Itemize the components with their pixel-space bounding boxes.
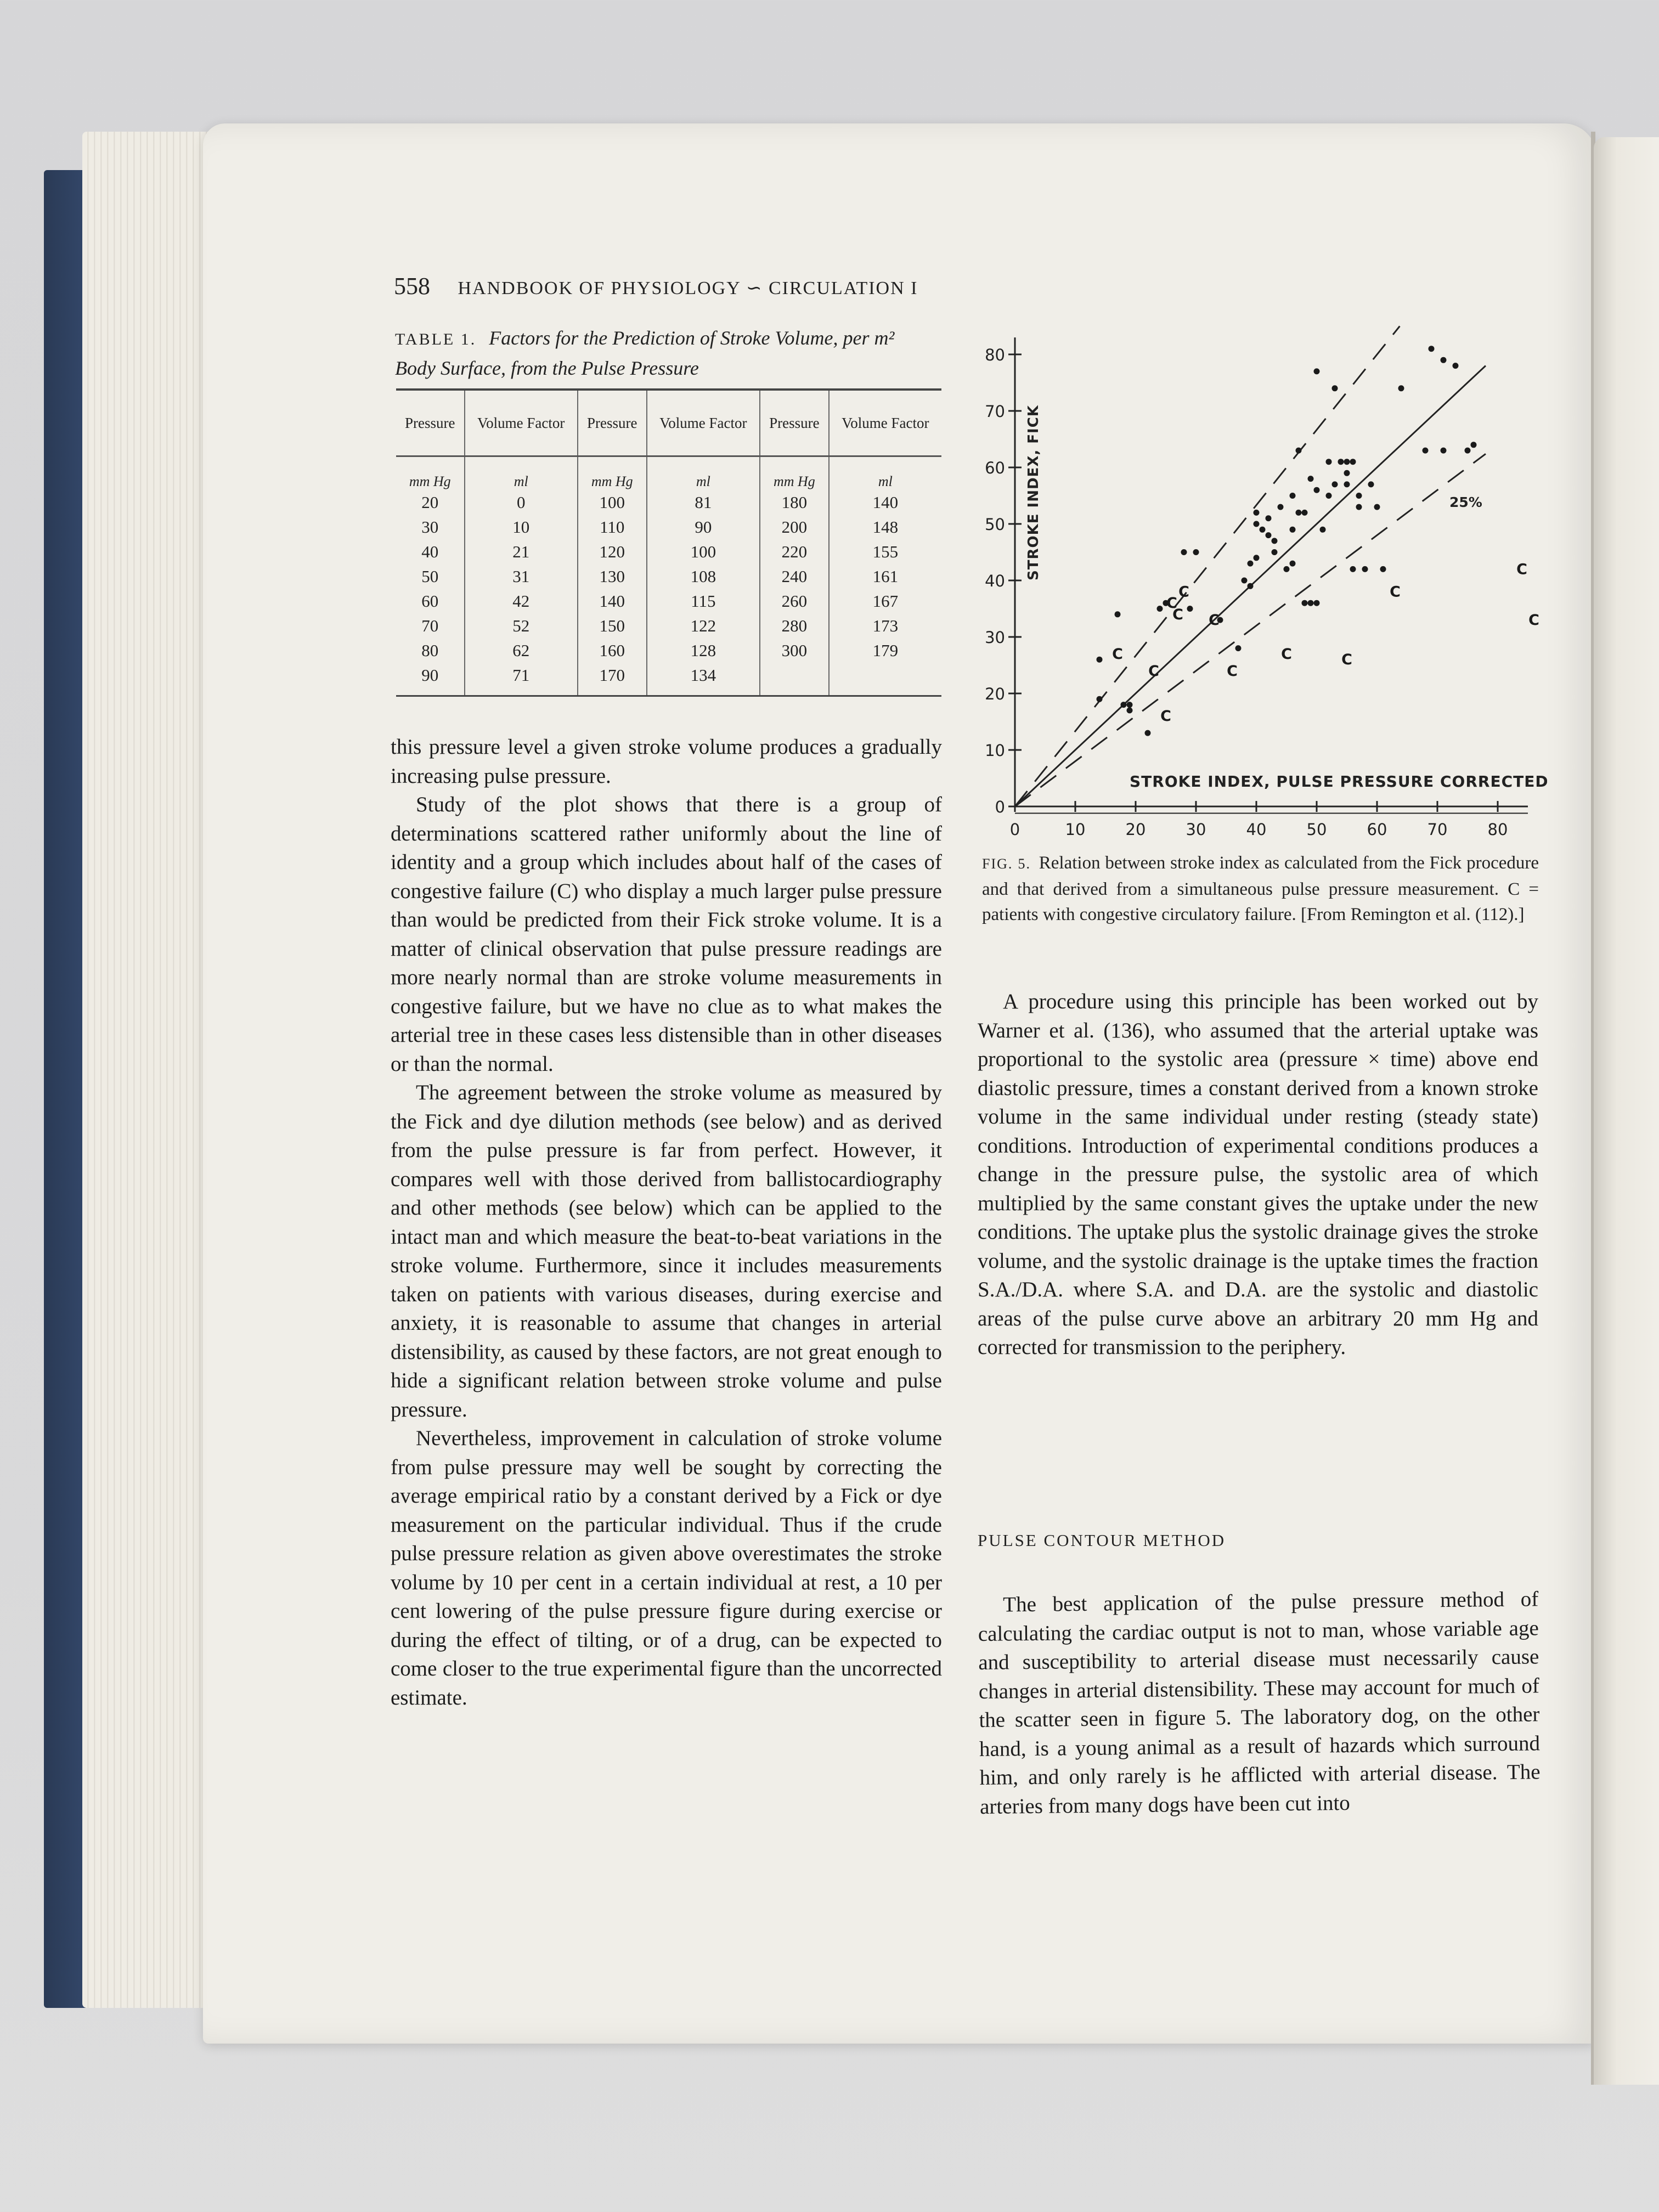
data-point <box>1097 657 1103 663</box>
table-header-cell: Volume Factor <box>647 390 760 456</box>
x-tick-label: 60 <box>1367 820 1387 839</box>
data-point <box>1235 645 1242 651</box>
right-column-top <box>978 988 1538 1362</box>
data-point <box>1254 510 1260 516</box>
reference-line <box>1015 326 1400 807</box>
table-cell: 280 <box>760 613 829 638</box>
data-point <box>1308 476 1314 482</box>
table-cell: 30 <box>421 517 439 537</box>
paragraph: A procedure using this principle has been worked out by Warner et al. (136), who assumed that the arterial uptake was proportional to the systolic area (pressure × time) above end diastolic pressure, times a constant derived from a known stroke volume in the same individual under resting (steady state) conditions. Introduction of experimental conditions produces a change in the pressure pulse, the systolic area of which multiplied by the same constant gives the uptake under the new conditions. The uptake plus the systolic drainage gives the stroke volume, and the systolic drainage is the uptake times the fraction S.A./D.A. where S.A. and D.A. are the systolic and diastolic areas of the pulse curve above an arbitrary 20 mm Hg and corrected for transmission to the periphery. <box>978 990 1538 1359</box>
y-tick-label: 0 <box>995 798 1005 816</box>
data-point <box>1374 504 1380 510</box>
left-column <box>391 733 942 1712</box>
data-point <box>1284 566 1290 572</box>
page-number: 558 <box>394 273 430 300</box>
table-cell: 200 <box>760 515 829 539</box>
table-caption <box>395 324 933 382</box>
table-cell: 120 <box>578 539 647 564</box>
x-tick-label: 40 <box>1246 820 1267 839</box>
data-point <box>1344 459 1350 465</box>
table-cell: 122 <box>647 613 760 638</box>
data-point <box>1429 346 1435 352</box>
figure-5 <box>977 310 1547 848</box>
table-cell: 60 <box>421 591 439 611</box>
table-cell: 140 <box>578 589 647 613</box>
table-cell: 108 <box>647 564 760 589</box>
table-title: Factors for the Prediction of Stroke Volume, per m² Body Surface, from the Pulse Pressure <box>395 327 895 379</box>
data-point <box>1290 561 1296 567</box>
data-point <box>1356 504 1362 510</box>
table-header-cell: Pressure <box>396 390 465 456</box>
table-header-cell: Pressure <box>760 390 829 456</box>
data-point-c: C <box>1209 612 1220 629</box>
paragraph: The agreement between the stroke volume as measured by the Fick and dye dilution methods (see below) and as derived from the pulse pressure is far from perfect. However, it compares well with those derived from ballistocardiography and other methods (see below) which can be applied to the intact man and which measure the beat-to-beat variations in the stroke volume. Furthermore, since it includes measurements taken on patients with various diseases, during exercise and anxiety, it is reasonable to assume that changes in arterial distensibility, as caused by these factors, are not great enough to hide a significant relation between stroke volume and pulse pressure. <box>391 1081 942 1421</box>
table-cell: 150 <box>578 613 647 638</box>
data-point <box>1344 470 1350 476</box>
table-cell: 179 <box>829 638 941 663</box>
table-cell: 240 <box>760 564 829 589</box>
data-point-c: C <box>1112 645 1123 663</box>
data-point <box>1350 459 1356 465</box>
data-point <box>1332 385 1338 391</box>
data-point <box>1320 527 1326 533</box>
data-point-c: C <box>1341 651 1352 669</box>
table-row <box>396 613 941 638</box>
data-point-c: C <box>1516 561 1527 578</box>
data-point <box>1398 385 1404 391</box>
table-cell: 167 <box>829 589 941 613</box>
data-point <box>1326 493 1332 499</box>
paragraph: The best application of the pulse pressure method of calculating the cardiac output is not to man, whose variable age and susceptibility to arterial disease must necessarily cause changes in arterial distensibility. These may account for much of the scatter seen in figure 5. The laboratory dog, on the other hand, is a young animal as a result of hazards which surround him, and only rarely is he afflicted with arterial disease. The arteries from many dogs have been cut into <box>978 1587 1541 1819</box>
table-cell: 10 <box>465 515 578 539</box>
table-cell: 260 <box>760 589 829 613</box>
table-row <box>396 515 941 539</box>
figure-caption <box>982 850 1539 927</box>
table-cell: 180 <box>760 490 829 515</box>
data-point-c: C <box>1178 583 1189 601</box>
table-row <box>396 490 941 515</box>
table-unit-cell: mm Hg <box>578 456 647 490</box>
data-point <box>1302 510 1308 516</box>
data-point <box>1302 600 1308 606</box>
data-point <box>1441 357 1447 363</box>
table-cell: 140 <box>829 490 941 515</box>
figure-label: FIG. 5. <box>982 856 1031 872</box>
data-point <box>1254 521 1260 527</box>
data-point-c: C <box>1166 595 1177 612</box>
data-point <box>1350 566 1356 572</box>
running-head <box>394 272 943 300</box>
table-header-row <box>396 390 941 456</box>
data-point <box>1272 549 1278 555</box>
data-point <box>1471 442 1477 448</box>
figure-caption-text: Relation between stroke index as calculated from the Fick procedure and that derived from a simultaneous pulse pressure measurement. C = patients with congestive circulatory failure. [From Remington et al. (112).] <box>982 853 1539 924</box>
data-point <box>1296 448 1302 454</box>
data-point <box>1248 561 1254 567</box>
y-tick-label: 60 <box>985 459 1005 477</box>
data-point <box>1187 606 1193 612</box>
section-heading: PULSE CONTOUR METHOD <box>978 1531 1226 1550</box>
x-tick-label: 70 <box>1427 820 1448 839</box>
table-cell: 20 <box>421 492 439 512</box>
data-point-c: C <box>1148 662 1159 680</box>
data-point <box>1423 448 1429 454</box>
y-tick-label: 30 <box>985 628 1005 647</box>
data-point <box>1338 459 1344 465</box>
data-point <box>1145 730 1151 736</box>
data-point-c: C <box>1528 612 1539 629</box>
running-title: HANDBOOK OF PHYSIOLOGY ∽ CIRCULATION I <box>458 278 918 298</box>
table-cell: 90 <box>647 515 760 539</box>
data-point-c: C <box>1172 606 1183 623</box>
table-cell: 148 <box>829 515 941 539</box>
table-cell: 160 <box>578 638 647 663</box>
paragraph: Study of the plot shows that there is a group of determinations scattered rather uniformly about the line of identity and a group which includes about half of the cases of congestive failure (C) who display a much larger pulse pressure than would be predicted from their Fick stroke volume. It is a matter of clinical observation that pulse pressure readings are more nearly normal than are stroke volume measurements in congestive failure, but we have no clue as to what makes the arterial tree in these cases less distensible than in other diseases or than the normal. <box>391 793 942 1076</box>
data-point <box>1097 696 1103 702</box>
table-cell: 21 <box>465 539 578 564</box>
table-cell: 100 <box>647 539 760 564</box>
data-point <box>1314 368 1320 374</box>
table-cell: 52 <box>465 613 578 638</box>
data-point <box>1465 448 1471 454</box>
x-axis-label: STROKE INDEX, PULSE PRESSURE CORRECTED <box>1130 772 1547 791</box>
table-label: TABLE 1. <box>395 330 477 348</box>
table-unit-cell: mm Hg <box>760 456 829 490</box>
table-cell: 220 <box>760 539 829 564</box>
y-tick-label: 40 <box>985 572 1005 590</box>
data-point <box>1356 493 1362 499</box>
table-unit-cell: mm Hg <box>409 473 451 489</box>
table-cell: 115 <box>647 589 760 613</box>
table-cell: 42 <box>465 589 578 613</box>
table-cell <box>760 663 829 696</box>
reference-line <box>1015 454 1486 806</box>
data-point <box>1314 487 1320 493</box>
y-tick-label: 70 <box>985 402 1005 421</box>
table-cell: 40 <box>421 541 439 561</box>
data-point <box>1308 600 1314 606</box>
table-cell <box>829 663 941 696</box>
x-tick-label: 20 <box>1125 820 1146 839</box>
table-cell: 300 <box>760 638 829 663</box>
data-point <box>1453 363 1459 369</box>
data-point <box>1127 702 1133 708</box>
data-point <box>1193 549 1199 555</box>
table-cell: 173 <box>829 613 941 638</box>
facing-page-edge <box>1594 137 1659 2085</box>
data-point-c: C <box>1281 645 1292 663</box>
table-unit-cell: ml <box>829 456 941 490</box>
data-point <box>1441 448 1447 454</box>
table-cell: 161 <box>829 564 941 589</box>
data-point <box>1127 707 1133 713</box>
table-row <box>396 539 941 564</box>
data-point <box>1314 600 1320 606</box>
data-point <box>1344 481 1350 487</box>
data-point <box>1115 611 1121 617</box>
table-row <box>396 589 941 613</box>
x-tick-label: 80 <box>1487 820 1508 839</box>
data-point <box>1290 527 1296 533</box>
table-cell: 81 <box>647 490 760 515</box>
paragraph: Nevertheless, improvement in calculation of stroke volume from pulse pressure may well be sought by correcting the average empirical ratio by a constant derived by a Fick or dye measurement on the particular individual. Thus if the crude pulse pressure relation as given above overestimates the stroke volume by 10 per cent in a certain individual at rest, a 10 per cent lowering of the pulse pressure figure during exercise or during the effect of tilting, or of a drug, can be expected to come closer to the true experimental figure than the uncorrected estimate. <box>391 1426 942 1709</box>
x-tick-label: 10 <box>1065 820 1086 839</box>
data-point <box>1380 566 1386 572</box>
table-cell: 90 <box>421 665 439 685</box>
table-header-cell: Pressure <box>578 390 647 456</box>
table-cell: 170 <box>578 663 647 696</box>
data-point <box>1181 549 1187 555</box>
data-point <box>1296 510 1302 516</box>
table-unit-cell: ml <box>647 456 760 490</box>
table-cell: 50 <box>421 566 439 586</box>
table-cell: 130 <box>578 564 647 589</box>
data-point <box>1254 555 1260 561</box>
stroke-volume-table <box>396 388 941 697</box>
data-point <box>1290 493 1296 499</box>
right-column-bottom <box>978 1585 1541 1821</box>
table-cell: 110 <box>578 515 647 539</box>
table-cell: 31 <box>465 564 578 589</box>
table-header-cell: Volume Factor <box>465 390 578 456</box>
table-cell: 134 <box>647 663 760 696</box>
table-cell: 155 <box>829 539 941 564</box>
data-point <box>1266 532 1272 538</box>
data-point <box>1272 538 1278 544</box>
data-point <box>1368 481 1374 487</box>
table-units-row <box>396 456 941 490</box>
table-cell: 100 <box>578 490 647 515</box>
table-header-cell: Volume Factor <box>829 390 941 456</box>
table-cell: 80 <box>421 640 439 660</box>
table-cell: 0 <box>465 490 578 515</box>
y-tick-label: 20 <box>985 685 1005 703</box>
x-tick-label: 0 <box>1009 820 1020 839</box>
x-tick-label: 50 <box>1306 820 1327 839</box>
table-row <box>396 663 941 696</box>
data-point-c: C <box>1227 662 1238 680</box>
table-row <box>396 564 941 589</box>
table-cell: 128 <box>647 638 760 663</box>
data-point <box>1248 583 1254 589</box>
scatter-chart <box>977 310 1547 848</box>
data-point <box>1242 578 1248 584</box>
x-tick-label: 30 <box>1186 820 1206 839</box>
paragraph: this pressure level a given stroke volume produces a gradually increasing pulse pressure. <box>391 735 942 788</box>
data-point-c: C <box>1390 583 1401 601</box>
table-row <box>396 638 941 663</box>
y-tick-label: 80 <box>985 346 1005 364</box>
data-point <box>1332 481 1338 487</box>
data-point <box>1157 606 1163 612</box>
page-edges <box>82 132 214 2008</box>
table-cell: 70 <box>421 616 439 635</box>
data-point <box>1362 566 1368 572</box>
table-cell: 71 <box>465 663 578 696</box>
data-point <box>1266 515 1272 521</box>
data-point <box>1326 459 1332 465</box>
table-cell: 62 <box>465 638 578 663</box>
table-unit-cell: ml <box>465 456 578 490</box>
y-tick-label: 10 <box>985 741 1005 760</box>
data-point <box>1121 702 1127 708</box>
y-axis-label: STROKE INDEX, FICK <box>1025 405 1042 580</box>
data-point-c: C <box>1160 708 1171 725</box>
data-point <box>1278 504 1284 510</box>
y-tick-label: 50 <box>985 515 1005 534</box>
annotation: 25% <box>1449 494 1482 511</box>
data-point <box>1260 527 1266 533</box>
